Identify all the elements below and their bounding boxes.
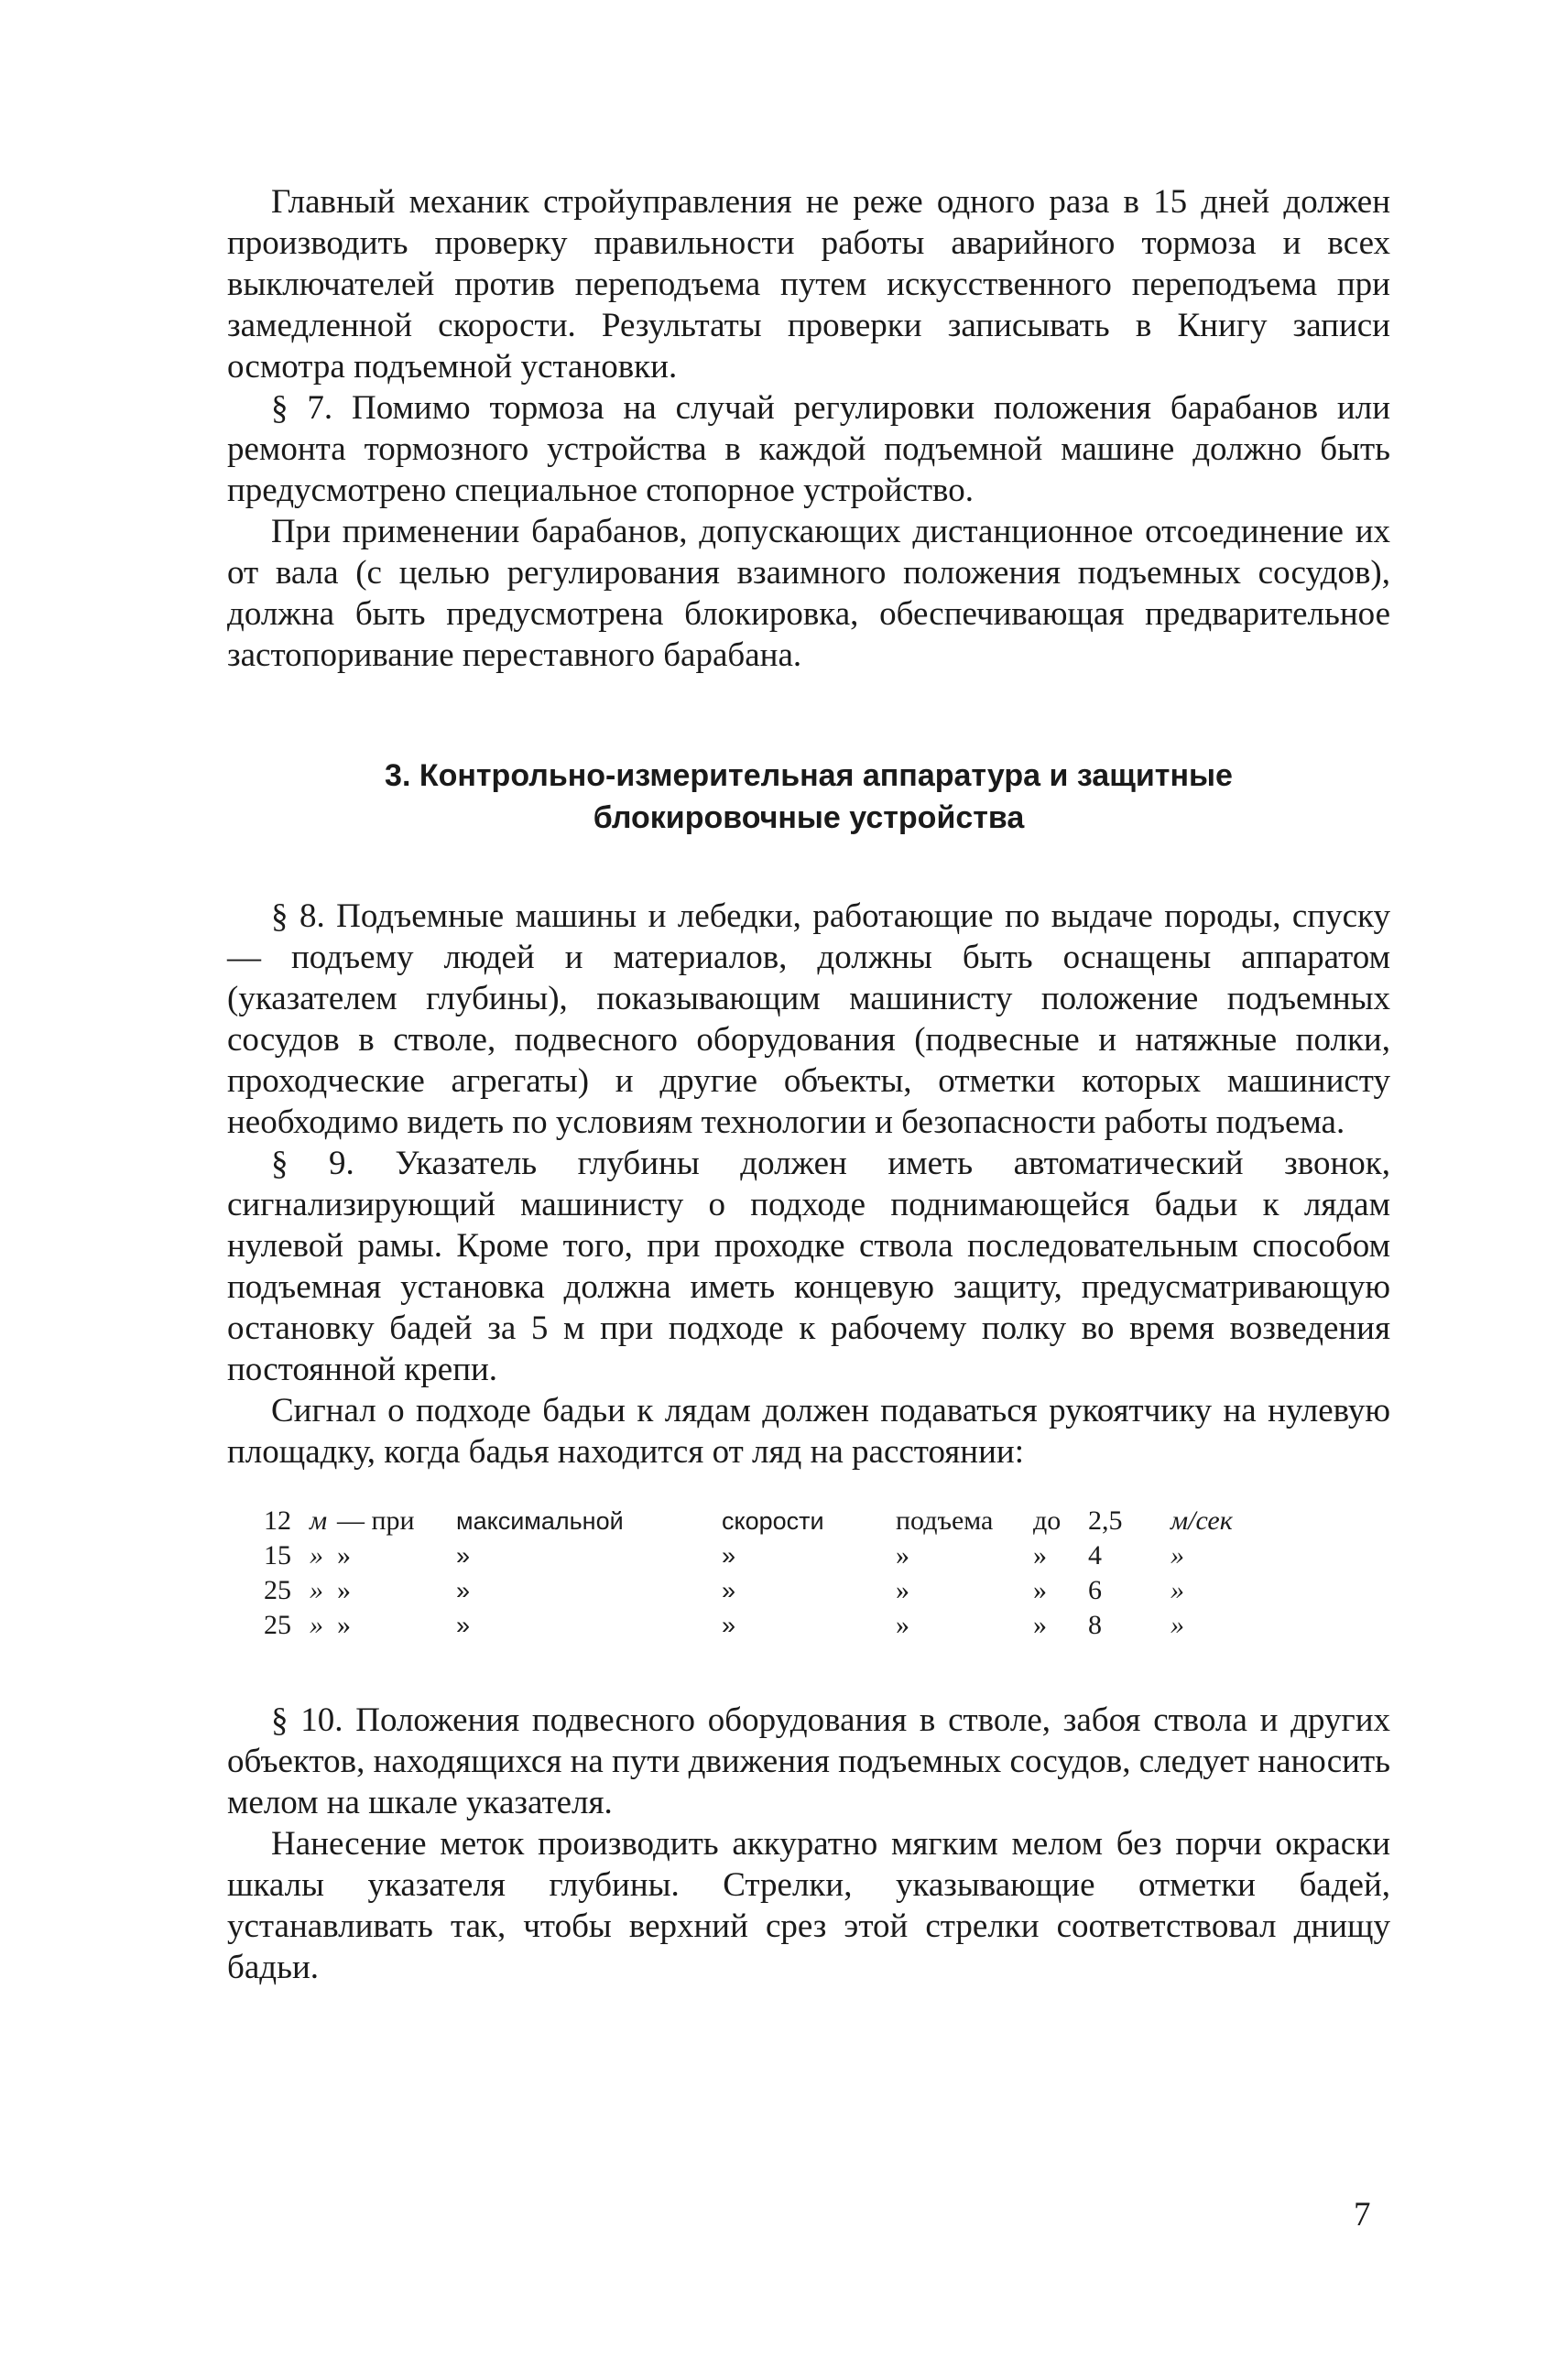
distance-cell: 12 [264, 1505, 291, 1536]
speed-cell: » [722, 1612, 736, 1639]
paragraph-group-top [227, 181, 1390, 676]
speed-unit-cell: м/сек [1170, 1505, 1233, 1536]
hoisting-cell: » [896, 1540, 909, 1570]
text-column [227, 181, 1390, 1988]
speed-distance-table [264, 1504, 1244, 1643]
up-to-cell: » [1033, 1610, 1047, 1640]
paragraph-section-10: § 10. Положения подвесного оборудования в стволе, забоя ствола и других объектов, находящихся на пути движения подъемных сосудов, следует наносить мелом на шкале указателя. [227, 1701, 1390, 1821]
speed-cell: скорости [722, 1507, 824, 1535]
unit-cell: м [310, 1505, 328, 1536]
paragraph-signal: Сигнал о подходе бадьи к лядам должен подаваться рукоятчику на нулевую площадку, когда бадья находится от ляд на расстоянии: [227, 1392, 1390, 1471]
up-to-cell: » [1033, 1540, 1047, 1570]
up-to-cell: до [1033, 1505, 1062, 1536]
paragraph-group-bottom [227, 1700, 1390, 1988]
section-heading-block [227, 755, 1390, 839]
speed-cell: » [722, 1542, 736, 1570]
paragraph-chief-mechanic: Главный механик стройуправления не реже одного раза в 15 дней должен производить проверку правильности работы аварийного тормоза и всех выключателей против переподъема путем искусственного переподъема при замедленной скорости. Результаты проверки записывать в Книгу записи осмотра подъемной установки. [227, 183, 1390, 386]
hoisting-cell: » [896, 1575, 909, 1605]
at-cell: — при [337, 1505, 415, 1536]
page-number: 7 [1354, 2196, 1371, 2233]
at-cell: » [337, 1610, 351, 1640]
unit-cell: » [310, 1575, 323, 1605]
paragraph-drum-disconnect: При применении барабанов, допускающих дистанционное отсоединение их от вала (с целью регулирования взаимного положения подъемных сосудов), должна быть предусмотрена блокировка, обеспечивающая предварительное застопоривание переставного барабана. [227, 513, 1390, 674]
section-heading-line-1: 3. Контрольно-измерительная аппаратура и защитные [385, 758, 1233, 793]
table-row [264, 1538, 1244, 1573]
at-cell: » [337, 1575, 351, 1605]
paragraph-chalk-marks: Нанесение меток производить аккуратно мягким мелом без порчи окраски шкалы указателя глубины. Стрелки, указывающие отметки бадей, устанавливать так, чтобы верхний срез этой стрелки соответствовал днищу бадьи. [227, 1825, 1390, 1986]
paragraph-section-9: § 9. Указатель глубины должен иметь автоматический звонок, сигнализирующий машинисту о подходе поднимающейся бадьи к лядам нулевой рамы. Кроме того, при проходке ствола последовательным способом подъемная установка должна иметь концевую защиту, предусматривающую остановку бадей за 5 м при подходе к рабочему полку во время возведения постоянной крепи. [227, 1145, 1390, 1388]
at-cell: » [337, 1540, 351, 1570]
speed-value-cell: 2,5 [1088, 1505, 1123, 1536]
speed-cell: » [722, 1577, 736, 1604]
speed-value-cell: 6 [1088, 1575, 1102, 1605]
paragraph-group-middle [227, 896, 1390, 1473]
speed-unit-cell: » [1170, 1610, 1184, 1640]
table-row [264, 1608, 1244, 1643]
unit-cell: » [310, 1540, 323, 1570]
table-row [264, 1573, 1244, 1608]
speed-value-cell: 8 [1088, 1610, 1102, 1640]
speed-unit-cell: » [1170, 1540, 1184, 1570]
speed-unit-cell: » [1170, 1575, 1184, 1605]
unit-cell: » [310, 1610, 323, 1640]
maximum-cell: максимальной [456, 1507, 624, 1535]
distance-cell: 25 [264, 1610, 291, 1640]
maximum-cell: » [456, 1577, 471, 1604]
up-to-cell: » [1033, 1575, 1047, 1605]
maximum-cell: » [456, 1542, 471, 1570]
maximum-cell: » [456, 1612, 471, 1639]
paragraph-section-8: § 8. Подъемные машины и лебедки, работающие по выдаче породы, спуску — подъему людей и материалов, должны быть оснащены аппаратом (указателем глубины), показывающим машинисту положение подъемных сосудов в стволе, подвесного оборудования (подвесные и натяжные полки, проходческие агрегаты) и другие объекты, отметки которых машинисту необходимо видеть по условиям технологии и безопасности работы подъема. [227, 897, 1390, 1141]
hoisting-cell: » [896, 1610, 909, 1640]
speed-value-cell: 4 [1088, 1540, 1102, 1570]
hoisting-cell: подъема [896, 1505, 994, 1536]
paragraph-section-7: § 7. Помимо тормоза на случай регулировки положения барабанов или ремонта тормозного устройства в каждой подъемной машине должно быть предусмотрено специальное стопорное устройство. [227, 389, 1390, 509]
section-heading-line-2: блокировочные устройства [593, 800, 1025, 835]
table-row [264, 1504, 1244, 1538]
distance-cell: 25 [264, 1575, 291, 1605]
distance-cell: 15 [264, 1540, 291, 1570]
